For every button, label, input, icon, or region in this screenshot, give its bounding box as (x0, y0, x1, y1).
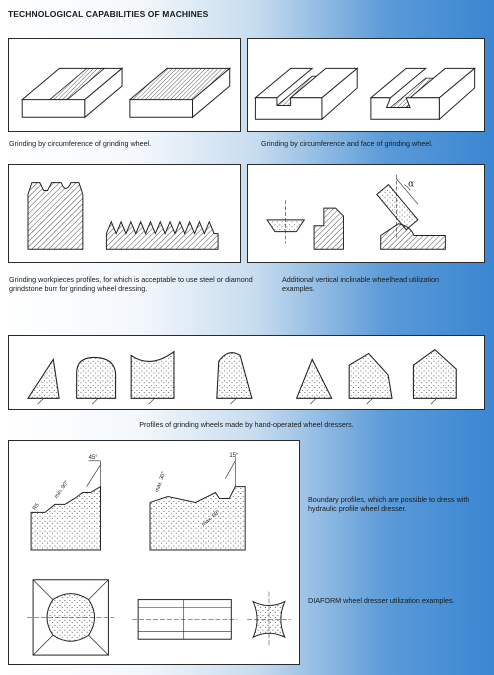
figure-boundary-diaform (8, 440, 300, 665)
max-60-label: max. 60° (200, 509, 222, 528)
angle-15-label: 15° (229, 452, 239, 459)
caption-boundary-profiles: Boundary profiles, which are possible to dress with hydraulic profile wheel dresser. (308, 495, 470, 513)
inclinable-wheelhead-illustration (248, 165, 484, 262)
boundary-diaform-illustration (9, 441, 299, 664)
r-label: R5 (31, 502, 41, 512)
figure-inclinable-wheelhead (247, 164, 485, 263)
alpha-label: α (408, 179, 415, 190)
figure-grinding-circumference-face (247, 38, 485, 132)
figure-workpiece-profiles (8, 164, 241, 263)
figure-wheel-profiles (8, 335, 485, 410)
figure-grinding-circumference (8, 38, 241, 132)
caption-diaform: DIAFORM wheel dresser utilization examples. (308, 596, 455, 605)
caption-workpiece-profiles: Grinding workpieces profiles, for which is acceptable to use steel or diamond grindstone burr for grinding wheel dressing. (9, 275, 253, 293)
slot-grinding-illustration (248, 39, 484, 131)
caption-wheel-profiles: Profiles of grinding wheels made by hand-operated wheel dressers. (139, 420, 354, 429)
page-title: TECHNOLOGICAL CAPABILITIES OF MACHINES (8, 9, 209, 19)
min-90-label: min. 90° (53, 479, 70, 500)
caption-grinding-circumference: Grinding by circumference of grinding wheel. (9, 139, 152, 148)
workpiece-profiles-illustration (9, 165, 240, 262)
caption-grinding-circumference-face: Grinding by circumference and face of grinding wheel. (261, 139, 433, 148)
angle-45-label: 45° (88, 454, 98, 461)
max-30-label: max. 30° (154, 470, 168, 494)
wheel-profiles-illustration (9, 336, 484, 409)
grinding-blocks-illustration (9, 39, 240, 131)
caption-inclinable-wheelhead: Additional vertical inclinable wheelhead utilization examples. (282, 275, 440, 293)
